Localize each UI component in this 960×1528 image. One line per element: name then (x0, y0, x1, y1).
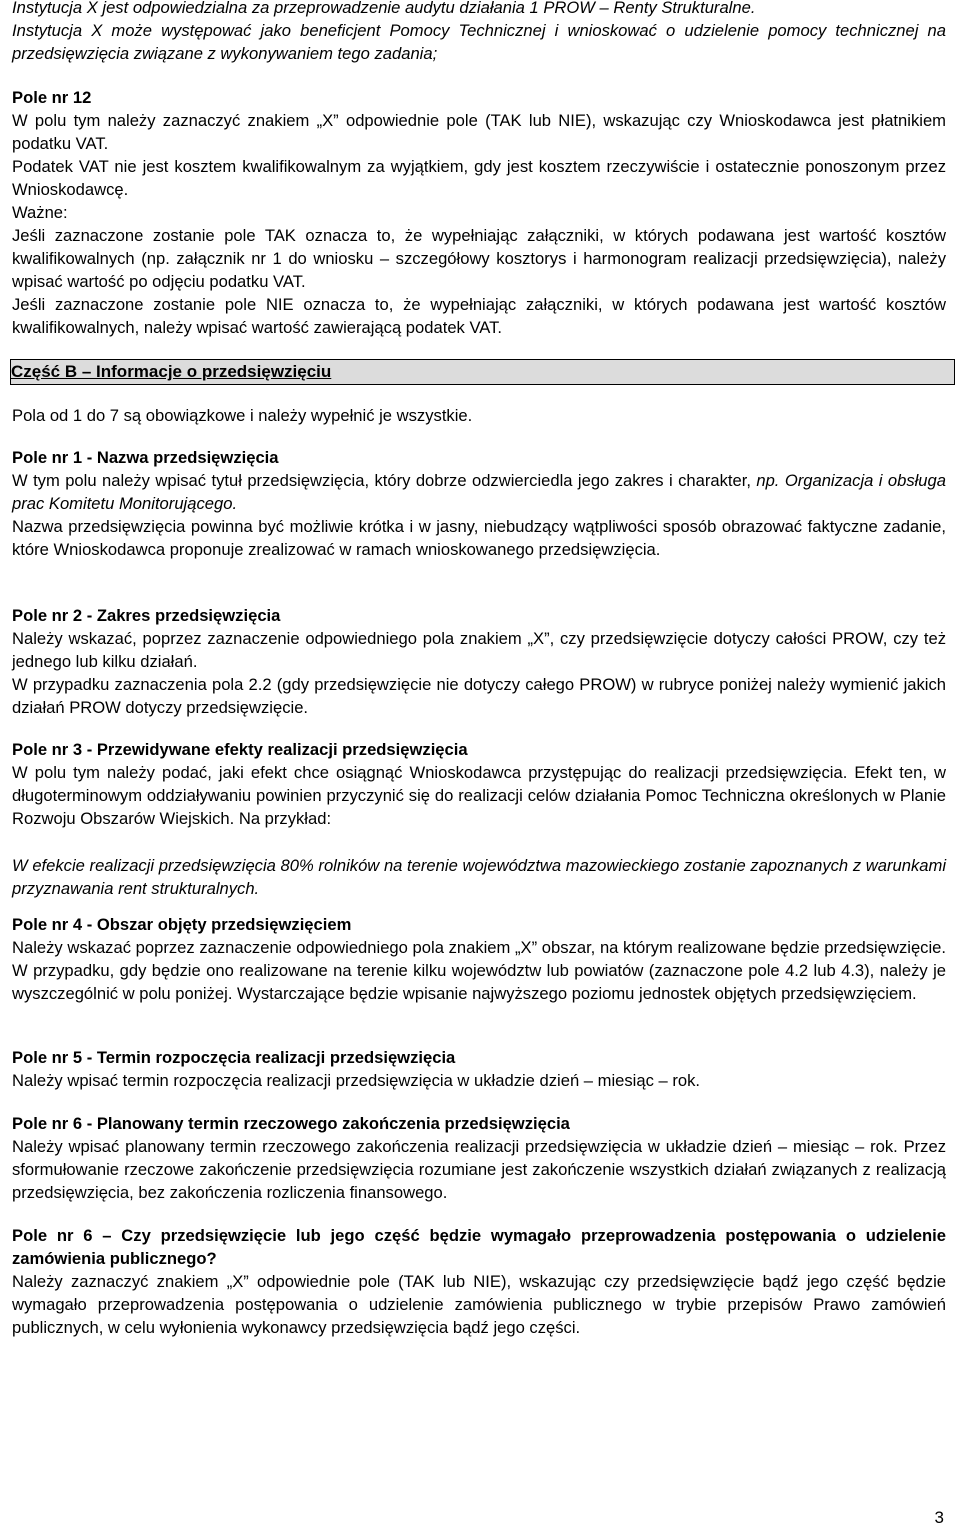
pole1-heading: Pole nr 1 - Nazwa przedsięwzięcia (12, 448, 279, 467)
wazne-label: Ważne: (12, 203, 68, 222)
pole5-block (12, 1046, 946, 1092)
intro-line: Instytucja X jest odpowiedzialna za przeprowadzenie audytu działania 1 PROW – Renty Strukturalne. (12, 0, 756, 17)
pole12-paragraph: W polu tym należy zaznaczyć znakiem „X” odpowiednie pole (TAK lub NIE), wskazując czy Wnioskodawca jest płatnikiem podatku VAT. (12, 111, 946, 153)
pole3-paragraph: W polu tym należy podać, jaki efekt chce osiągnąć Wnioskodawca przystępując do realizacji przedsięwzięcia. Efekt ten, w długoterminowym oddziaływaniu powinien przyczynić się do realizacji celów działania Pomoc Techniczna określonych w Planie Rozwoju Obszarów Wiejskich. Na przykład: (12, 763, 946, 828)
section-b-note: Pola od 1 do 7 są obowiązkowe i należy wypełnić je wszystkie. (12, 406, 473, 425)
section-b-title: Część B – Informacje o przedsięwzięciu (11, 362, 332, 381)
pole6-block (12, 1112, 946, 1204)
page-number: 3 (934, 1508, 944, 1527)
pole3-heading: Pole nr 3 - Przewidywane efekty realizacji przedsięwzięcia (12, 740, 468, 759)
pole6b-block (12, 1224, 946, 1339)
pole1-paragraph (12, 469, 946, 515)
pole1-example: np. Organizacja i obsługa prac Komitetu Monitorującego. (12, 471, 946, 513)
pole5-heading: Pole nr 5 - Termin rozpoczęcia realizacji przedsięwzięcia (12, 1048, 456, 1067)
pole2-heading: Pole nr 2 - Zakres przedsięwzięcia (12, 606, 281, 625)
section-b-header (10, 359, 955, 385)
intro-block (12, 0, 946, 65)
pole12-paragraph: Jeśli zaznaczone zostanie pole NIE oznacza to, że wypełniając załączniki, w których podawana jest wartość kosztów kwalifikowalnych, należy wpisać wartość zawierającą podatek VAT. (12, 295, 946, 337)
pole2-paragraph: Należy wskazać, poprzez zaznaczenie odpowiedniego pola znakiem „X”, czy przedsięwzięcie dotyczy całości PROW, czy też jednego lub kilku działań. (12, 629, 946, 671)
pole1-paragraph: Nazwa przedsięwzięcia powinna być możliwie krótka i w jasny, niebudzący wątpliwości sposób obrazować faktyczne zadanie, które Wnioskodawca proponuje zrealizować w ramach wnioskowanego przedsięwzięcia. (12, 517, 946, 559)
pole6-heading: Pole nr 6 - Planowany termin rzeczowego zakończenia przedsięwzięcia (12, 1114, 570, 1133)
pole6b-paragraph: Należy zaznaczyć znakiem „X” odpowiednie pole (TAK lub NIE), wskazując czy przedsięwzięcie bądź jego część będzie wymagało przeprowadzenia postępowania o udzielenie zamówienia publicznego w trybie przepisów Prawo zamówień publicznych, w celu wyłonienia wykonawcy przedsięwzięcia bądź jego części. (12, 1272, 946, 1337)
pole5-paragraph: Należy wpisać termin rozpoczęcia realizacji przedsięwzięcia w układzie dzień – miesiąc – rok. (12, 1071, 700, 1090)
pole1-block (12, 446, 946, 561)
pole12-heading: Pole nr 12 (12, 88, 92, 107)
pole4-paragraph: Należy wskazać poprzez zaznaczenie odpowiedniego pola znakiem „X” obszar, na którym realizowane będzie przedsięwzięcie. W przypadku, gdy będzie ono realizowane na terenie kilku województw lub powiatów (zaznaczone pole 4.2 lub 4.3), należy je wyszczególnić w polu poniżej. Wystarczające będzie wpisanie najwyższego poziomu jednostek objętych przedsięwzięciem. (12, 938, 946, 1003)
pole12-block (12, 86, 946, 339)
pole12-paragraph: Podatek VAT nie jest kosztem kwalifikowalnym za wyjątkiem, gdy jest kosztem rzeczywiście i ostatecznie ponoszonym przez Wnioskodawcę. (12, 157, 946, 199)
intro-paragraph: Instytucja X może występować jako beneficjent Pomocy Technicznej i wnioskować o udzielenie pomocy technicznej na przedsięwzięcia związane z wykonywaniem tego zadania; (12, 21, 946, 63)
pole4-heading: Pole nr 4 - Obszar objęty przedsięwzięciem (12, 915, 352, 934)
pole2-block (12, 604, 946, 719)
pole4-block (12, 913, 946, 1005)
pole3-block (12, 738, 946, 900)
pole2-paragraph: W przypadku zaznaczenia pola 2.2 (gdy przedsięwzięcie nie dotyczy całego PROW) w rubryce poniżej należy wymienić jakich działań PROW dotyczy przedsięwzięcie. (12, 675, 946, 717)
pole3-example: W efekcie realizacji przedsięwzięcia 80% rolników na terenie województwa mazowieckiego zostanie zapoznanych z warunkami przyznawania rent strukturalnych. (12, 856, 946, 898)
pole1-text: W tym polu należy wpisać tytuł przedsięwzięcia, który dobrze odzwierciedla jego zakres i charakter, (12, 471, 757, 490)
section-b-note-block (12, 404, 946, 427)
pole6b-heading: Pole nr 6 – Czy przedsięwzięcie lub jego część będzie wymagało przeprowadzenia postępowania o udzielenie zamówienia publicznego? (12, 1226, 946, 1268)
pole6-paragraph: Należy wpisać planowany termin rzeczowego zakończenia realizacji przedsięwzięcia w układzie dzień – miesiąc – rok. Przez sformułowanie rzeczowe zakończenie przedsięwzięcia rozumiane jest zakończenie wszystkich działań związanych z realizacją przedsięwzięcia, bez zakończenia rozliczenia finansowego. (12, 1137, 946, 1202)
pole12-paragraph: Jeśli zaznaczone zostanie pole TAK oznacza to, że wypełniając załączniki, w których podawana jest wartość kosztów kwalifikowalnych (np. załącznik nr 1 do wniosku – szczegółowy kosztorys i harmonogram realizacji przedsięwzięcia), należy wpisać wartość po odjęciu podatku VAT. (12, 226, 946, 291)
